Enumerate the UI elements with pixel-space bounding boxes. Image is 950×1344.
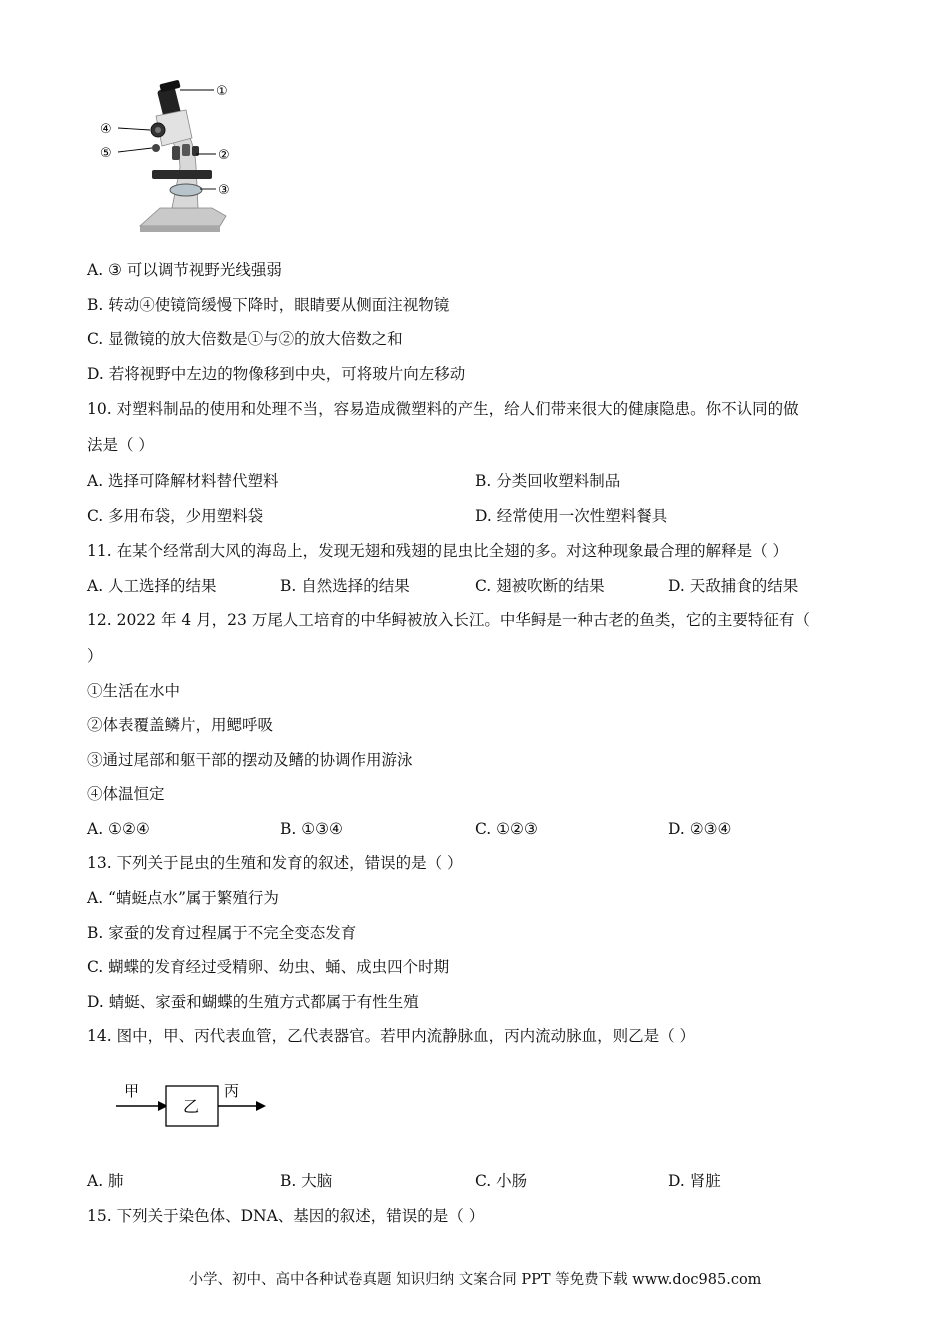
vessel-label-jia: 甲 (124, 1082, 140, 1100)
microscope-figure (100, 76, 250, 236)
label-1: ① (216, 84, 228, 99)
q11-option-c: C. 翅被吹断的结果 (475, 577, 605, 595)
q12-option-b: B. ①③④ (280, 820, 343, 838)
q10-option-a: A. 选择可降解材料替代塑料 (87, 472, 279, 490)
q14-option-b: B. 大脑 (280, 1172, 333, 1190)
q10-stem-line1: 10. 对塑料制品的使用和处理不当，容易造成微塑料的产生，给人们带来很大的健康隐患。你不认同的做 (87, 400, 799, 418)
q9-option-a: A. ③ 可以调节视野光线强弱 (87, 261, 282, 279)
q10-option-c: C. 多用布袋，少用塑料袋 (87, 507, 264, 525)
q12-option-c: C. ①②③ (475, 820, 538, 838)
q10-option-b: B. 分类回收塑料制品 (475, 472, 621, 490)
q9-option-c: C. 显微镜的放大倍数是①与②的放大倍数之和 (87, 330, 403, 348)
q13-option-b: B. 家蚕的发育过程属于不完全变态发育 (87, 924, 357, 942)
q11-option-a: A. 人工选择的结果 (87, 577, 217, 595)
q12-stem-line2: ） (87, 647, 103, 665)
q9-option-b: B. 转动④使镜筒缓慢下降时，眼睛要从侧面注视物镜 (87, 296, 450, 314)
label-4: ④ (100, 122, 112, 137)
label-3: ③ (218, 183, 230, 198)
q11-stem: 11. 在某个经常刮大风的海岛上，发现无翅和残翅的昆虫比全翅的多。对这种现象最合理的解释是（ ） (87, 542, 789, 560)
q14-stem: 14. 图中，甲、丙代表血管，乙代表器官。若甲内流静脉血，丙内流动脉血，则乙是（ ） (87, 1027, 696, 1045)
organ-label-yi: 乙 (183, 1097, 200, 1116)
q14-option-c: C. 小肠 (475, 1172, 528, 1190)
arrow-out-icon (256, 1101, 266, 1111)
q13-option-c: C. 蝴蝶的发育经过受精卵、幼虫、蛹、成虫四个时期 (87, 958, 450, 976)
q15-stem: 15. 下列关于染色体、DNA、基因的叙述，错误的是（ ） (87, 1207, 485, 1225)
q12-statement-1: ①生活在水中 (87, 682, 181, 700)
blood-flow-figure (110, 1072, 280, 1132)
q13-option-d: D. 蜻蜓、家蚕和蝴蝶的生殖方式都属于有性生殖 (87, 993, 419, 1011)
q12-option-a: A. ①②④ (87, 820, 150, 838)
label-2: ② (218, 148, 230, 163)
q11-option-b: B. 自然选择的结果 (280, 577, 410, 595)
page-footer: 小学、初中、高中各种试卷真题 知识归纳 文案合同 PPT 等免费下载 www.doc985.com (188, 1272, 762, 1288)
q12-statement-3: ③通过尾部和躯干部的摆动及鳍的协调作用游泳 (87, 751, 413, 769)
label-5: ⑤ (100, 146, 112, 161)
q14-option-d: D. 肾脏 (668, 1172, 721, 1190)
q10-option-d: D. 经常使用一次性塑料餐具 (475, 507, 668, 525)
q12-option-d: D. ②③④ (668, 820, 732, 838)
q12-statement-2: ②体表覆盖鳞片，用鳃呼吸 (87, 716, 274, 734)
q14-option-a: A. 肺 (87, 1172, 124, 1190)
q12-statement-4: ④体温恒定 (87, 785, 165, 803)
q9-option-d: D. 若将视野中左边的物像移到中央，可将玻片向左移动 (87, 365, 466, 383)
vessel-label-bing: 丙 (224, 1082, 240, 1100)
q13-option-a: A. “蜻蜓点水”属于繁殖行为 (87, 889, 279, 907)
q11-option-d: D. 天敌捕食的结果 (668, 577, 799, 595)
q12-stem-line1: 12. 2022 年 4 月，23 万尾人工培育的中华鲟被放入长江。中华鲟是一种古老的鱼类，它的主要特征有（ (87, 611, 810, 629)
q13-stem: 13. 下列关于昆虫的生殖和发育的叙述，错误的是（ ） (87, 854, 463, 872)
q10-stem-line2: 法是（ ） (87, 436, 154, 454)
